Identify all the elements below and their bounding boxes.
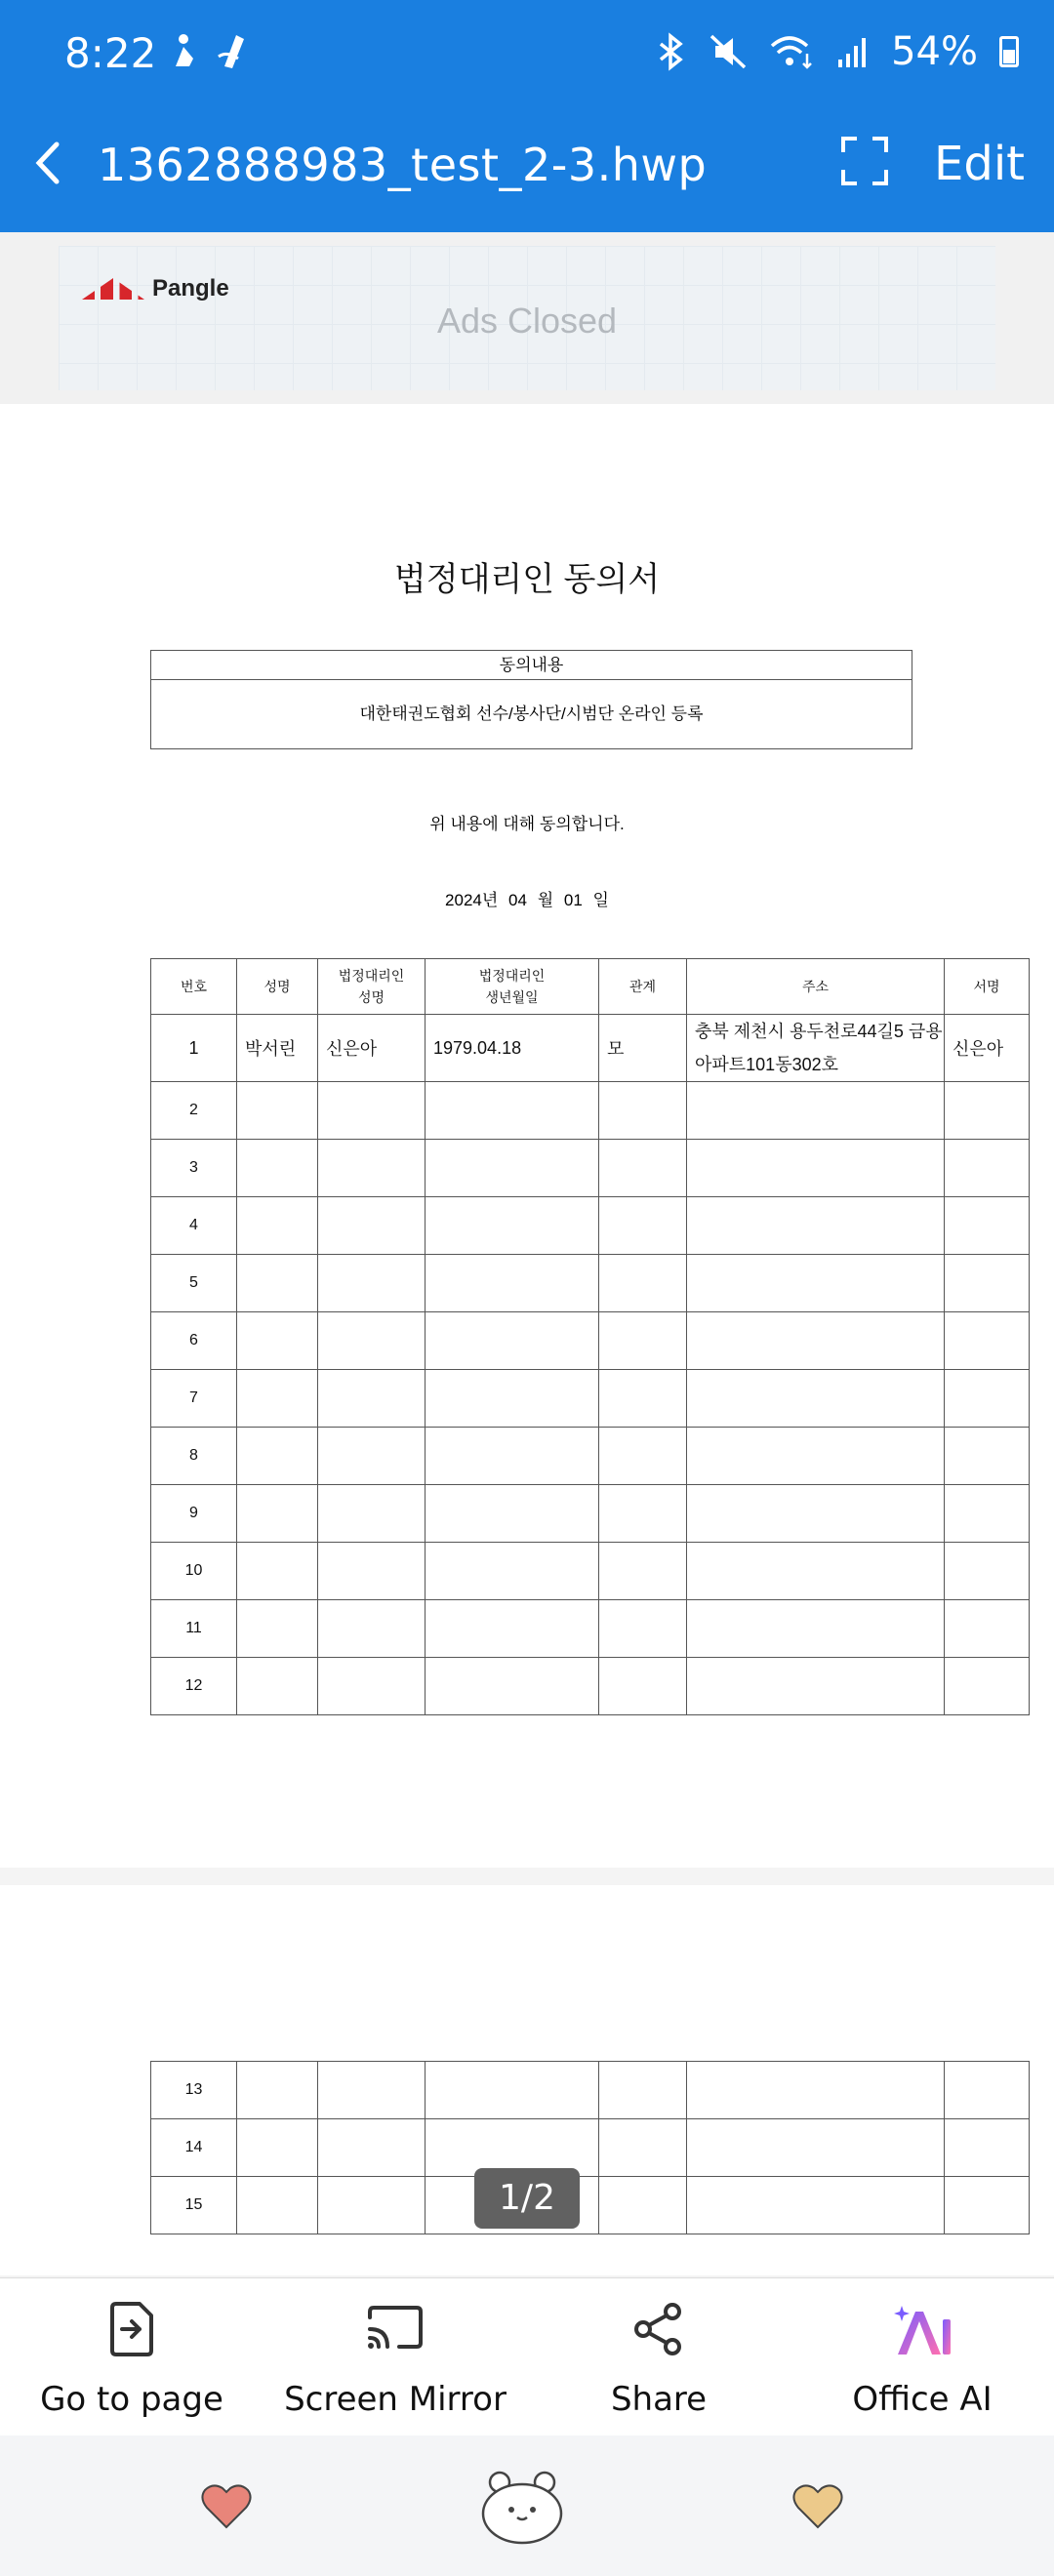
ads-closed-text: Ads Closed bbox=[436, 301, 618, 341]
fullscreen-icon[interactable] bbox=[841, 137, 888, 185]
cell-no: 3 bbox=[151, 1140, 237, 1197]
cell-no: 8 bbox=[151, 1428, 237, 1485]
header-guardian-birth: 법정대리인 생년월일 bbox=[426, 959, 599, 1015]
guardian-table-continued bbox=[150, 2061, 1030, 2234]
cell-address: 충북 제천시 용두천로44길5 금용아파트101동302호 bbox=[687, 1015, 945, 1082]
table-row bbox=[151, 1255, 1030, 1312]
table-row bbox=[151, 1082, 1030, 1140]
notification-icons bbox=[168, 29, 256, 82]
app-bar bbox=[0, 109, 1054, 232]
cell-sign: 신은아 bbox=[945, 1015, 1030, 1082]
table-row bbox=[151, 1543, 1030, 1600]
ai-sparkle-icon bbox=[888, 2300, 956, 2358]
date-month: 04 bbox=[508, 891, 527, 909]
header-name: 성명 bbox=[237, 959, 318, 1015]
cell-no: 7 bbox=[151, 1370, 237, 1428]
bluetooth-icon bbox=[655, 32, 688, 71]
mute-icon bbox=[709, 32, 747, 71]
go-to-page-button[interactable] bbox=[0, 2278, 264, 2436]
cell-no: 2 bbox=[151, 1082, 237, 1140]
cell-no: 11 bbox=[151, 1600, 237, 1658]
battery-icon bbox=[999, 36, 1019, 67]
date-day-unit: 일 bbox=[592, 891, 609, 909]
header-guardian-name: 법정대리인 성명 bbox=[318, 959, 426, 1015]
battery-percent: 54% bbox=[891, 29, 978, 74]
form-title: 법정대리인 동의서 bbox=[393, 561, 661, 598]
notification-app-icons bbox=[168, 29, 256, 72]
status-time: 8:22 bbox=[64, 29, 157, 77]
table-row bbox=[151, 1015, 1030, 1082]
go-to-page-icon bbox=[104, 2300, 159, 2358]
cell-no: 10 bbox=[151, 1543, 237, 1600]
table-row bbox=[151, 2119, 1030, 2177]
screen-mirror-label: Screen Mirror bbox=[284, 2380, 507, 2419]
share-button[interactable] bbox=[527, 2278, 790, 2436]
heart-right-icon[interactable] bbox=[790, 2478, 845, 2533]
header-sign: 서명 bbox=[945, 959, 1030, 1015]
date-month-unit: 월 bbox=[537, 891, 554, 909]
table-row bbox=[151, 1370, 1030, 1428]
table-row bbox=[151, 1312, 1030, 1370]
document-title: 1362888983_test_2-3.hwp bbox=[98, 139, 708, 191]
bear-home-icon[interactable] bbox=[478, 2465, 566, 2547]
cell-birth: 1979.04.18 bbox=[426, 1015, 599, 1082]
cell-no: 15 bbox=[151, 2177, 237, 2234]
status-right bbox=[655, 29, 1019, 74]
cell-no: 4 bbox=[151, 1197, 237, 1255]
cell-no: 12 bbox=[151, 1658, 237, 1715]
guardian-table bbox=[150, 958, 1030, 1715]
cell-no: 14 bbox=[151, 2119, 237, 2177]
document-page-1[interactable] bbox=[0, 404, 1054, 1868]
cell-no: 1 bbox=[151, 1015, 237, 1082]
table-row bbox=[151, 1485, 1030, 1543]
cell-no: 6 bbox=[151, 1312, 237, 1370]
date-day: 01 bbox=[563, 891, 583, 909]
back-arrow-icon[interactable] bbox=[29, 137, 64, 198]
consent-body: 대한태권도협회 선수/봉사단/시범단 온라인 등록 bbox=[359, 704, 704, 723]
office-ai-button[interactable] bbox=[790, 2278, 1054, 2436]
consent-box bbox=[150, 650, 912, 749]
office-ai-label: Office AI bbox=[852, 2380, 993, 2419]
ad-brand: Pangle bbox=[152, 275, 229, 302]
screen-mirror-button[interactable] bbox=[264, 2278, 527, 2436]
pangle-logo bbox=[82, 275, 229, 302]
bottom-toolbar bbox=[0, 2277, 1054, 2435]
cell-no: 13 bbox=[151, 2062, 237, 2119]
wifi-icon bbox=[768, 32, 815, 71]
cast-icon bbox=[364, 2300, 426, 2358]
table-row bbox=[151, 1658, 1030, 1715]
cell-name: 박서린 bbox=[237, 1015, 318, 1082]
table-row bbox=[151, 2062, 1030, 2119]
share-label: Share bbox=[610, 2380, 708, 2419]
date-year: 2024년 bbox=[445, 891, 499, 909]
agree-text: 위 내용에 대해 동의합니다. bbox=[429, 815, 625, 833]
navigation-bar bbox=[0, 2435, 1054, 2576]
table-row bbox=[151, 1600, 1030, 1658]
pangle-mark-icon bbox=[82, 278, 144, 300]
signal-icon bbox=[836, 32, 870, 71]
top-bar bbox=[0, 0, 1054, 232]
ad-banner[interactable] bbox=[59, 246, 995, 390]
table-row bbox=[151, 1197, 1030, 1255]
table-row bbox=[151, 1140, 1030, 1197]
form-date bbox=[0, 886, 1054, 910]
edit-button[interactable]: Edit bbox=[934, 137, 1025, 191]
cell-no: 9 bbox=[151, 1485, 237, 1543]
table-header-row bbox=[151, 959, 1030, 1015]
table-row bbox=[151, 2177, 1030, 2234]
table-row bbox=[151, 1428, 1030, 1485]
share-icon bbox=[629, 2300, 688, 2358]
go-to-page-label: Go to page bbox=[40, 2380, 223, 2419]
heart-left-icon[interactable] bbox=[199, 2478, 254, 2533]
consent-header: 동의내용 bbox=[151, 651, 912, 680]
cell-relation: 모 bbox=[599, 1015, 687, 1082]
cell-guardian: 신은아 bbox=[318, 1015, 426, 1082]
cell-no: 5 bbox=[151, 1255, 237, 1312]
header-relation: 관계 bbox=[599, 959, 687, 1015]
header-no: 번호 bbox=[151, 959, 237, 1015]
status-bar bbox=[0, 0, 1054, 109]
ad-area bbox=[0, 232, 1054, 404]
header-address: 주소 bbox=[687, 959, 945, 1015]
page-indicator: 1/2 bbox=[474, 2168, 580, 2229]
